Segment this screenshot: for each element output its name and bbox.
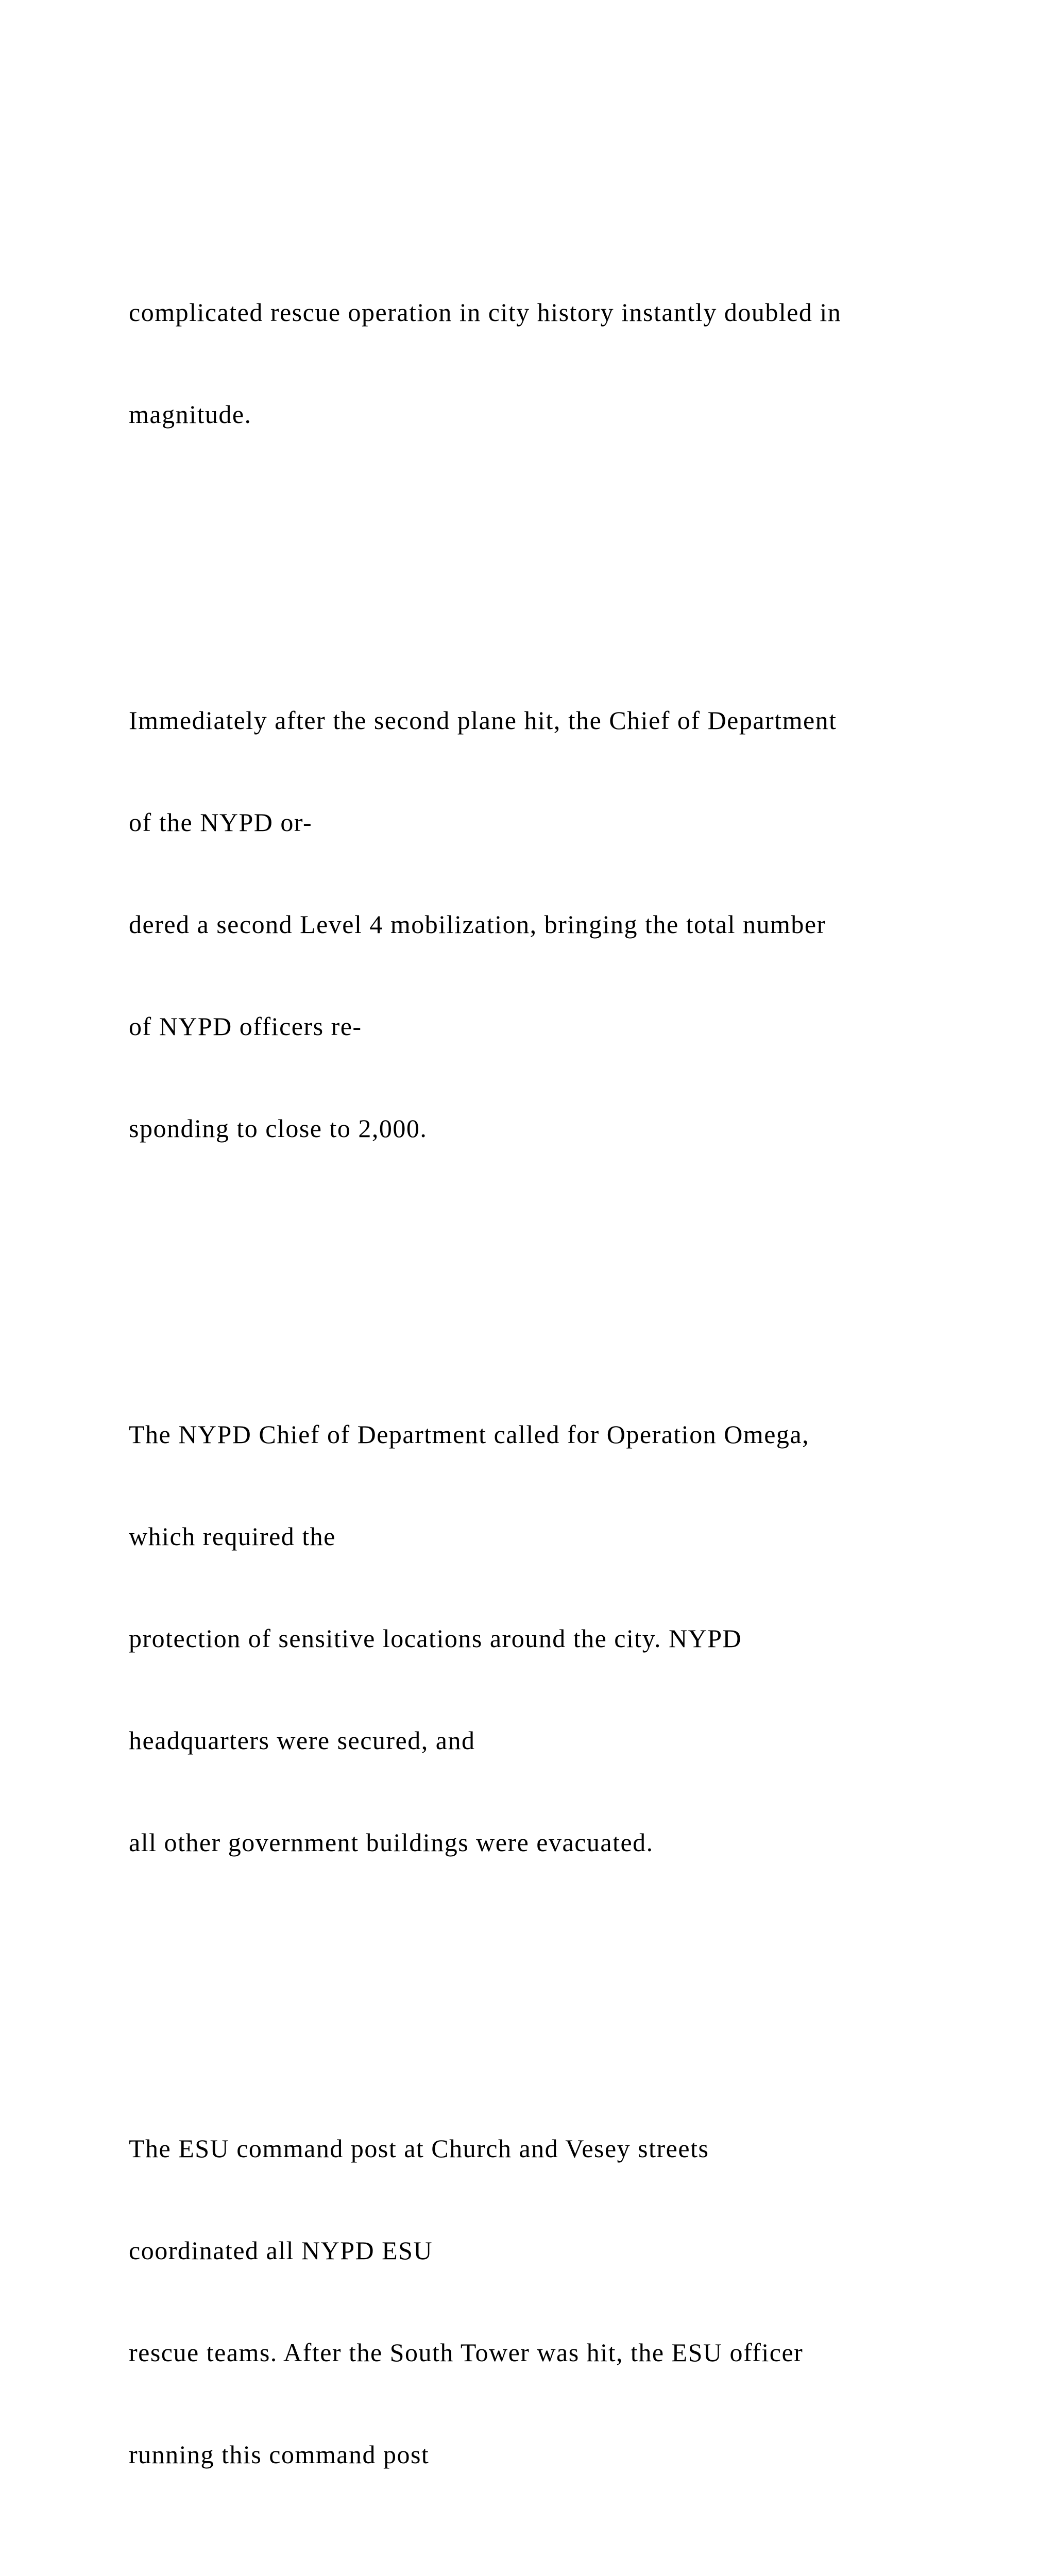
text-line: protection of sensitive locations around the city. NYPD (129, 1624, 742, 1653)
document-body (129, 125, 963, 2576)
text-line: of NYPD officers re- (129, 1012, 362, 1041)
text-line: complicated rescue operation in city history instantly doubled in (129, 298, 842, 327)
text-line: coordinated all NYPD ESU (129, 2236, 433, 2265)
text-line: running this command post (129, 2440, 430, 2469)
text-line: The ESU command post at Church and Vesey streets (129, 2134, 709, 2163)
text-line: which required the (129, 1522, 336, 1551)
text-line: rescue teams. After the South Tower was hit, the ESU officer (129, 2338, 804, 2367)
text-line: of the NYPD or- (129, 808, 313, 837)
text-line: all other government buildings were evacuated. (129, 1828, 654, 1857)
paragraph-1 (129, 227, 963, 499)
paragraph-3 (129, 1349, 963, 1927)
text-line: Immediately after the second plane hit, the Chief of Department (129, 706, 837, 735)
paragraph-2 (129, 635, 963, 1213)
text-line: dered a second Level 4 mobilization, bringing the total number (129, 910, 826, 939)
paragraph-4 (129, 2063, 963, 2539)
text-line: sponding to close to 2,000. (129, 1114, 428, 1143)
text-line: headquarters were secured, and (129, 1726, 475, 1755)
text-line: magnitude. (129, 400, 252, 429)
text-line: The NYPD Chief of Department called for Operation Omega, (129, 1420, 810, 1449)
